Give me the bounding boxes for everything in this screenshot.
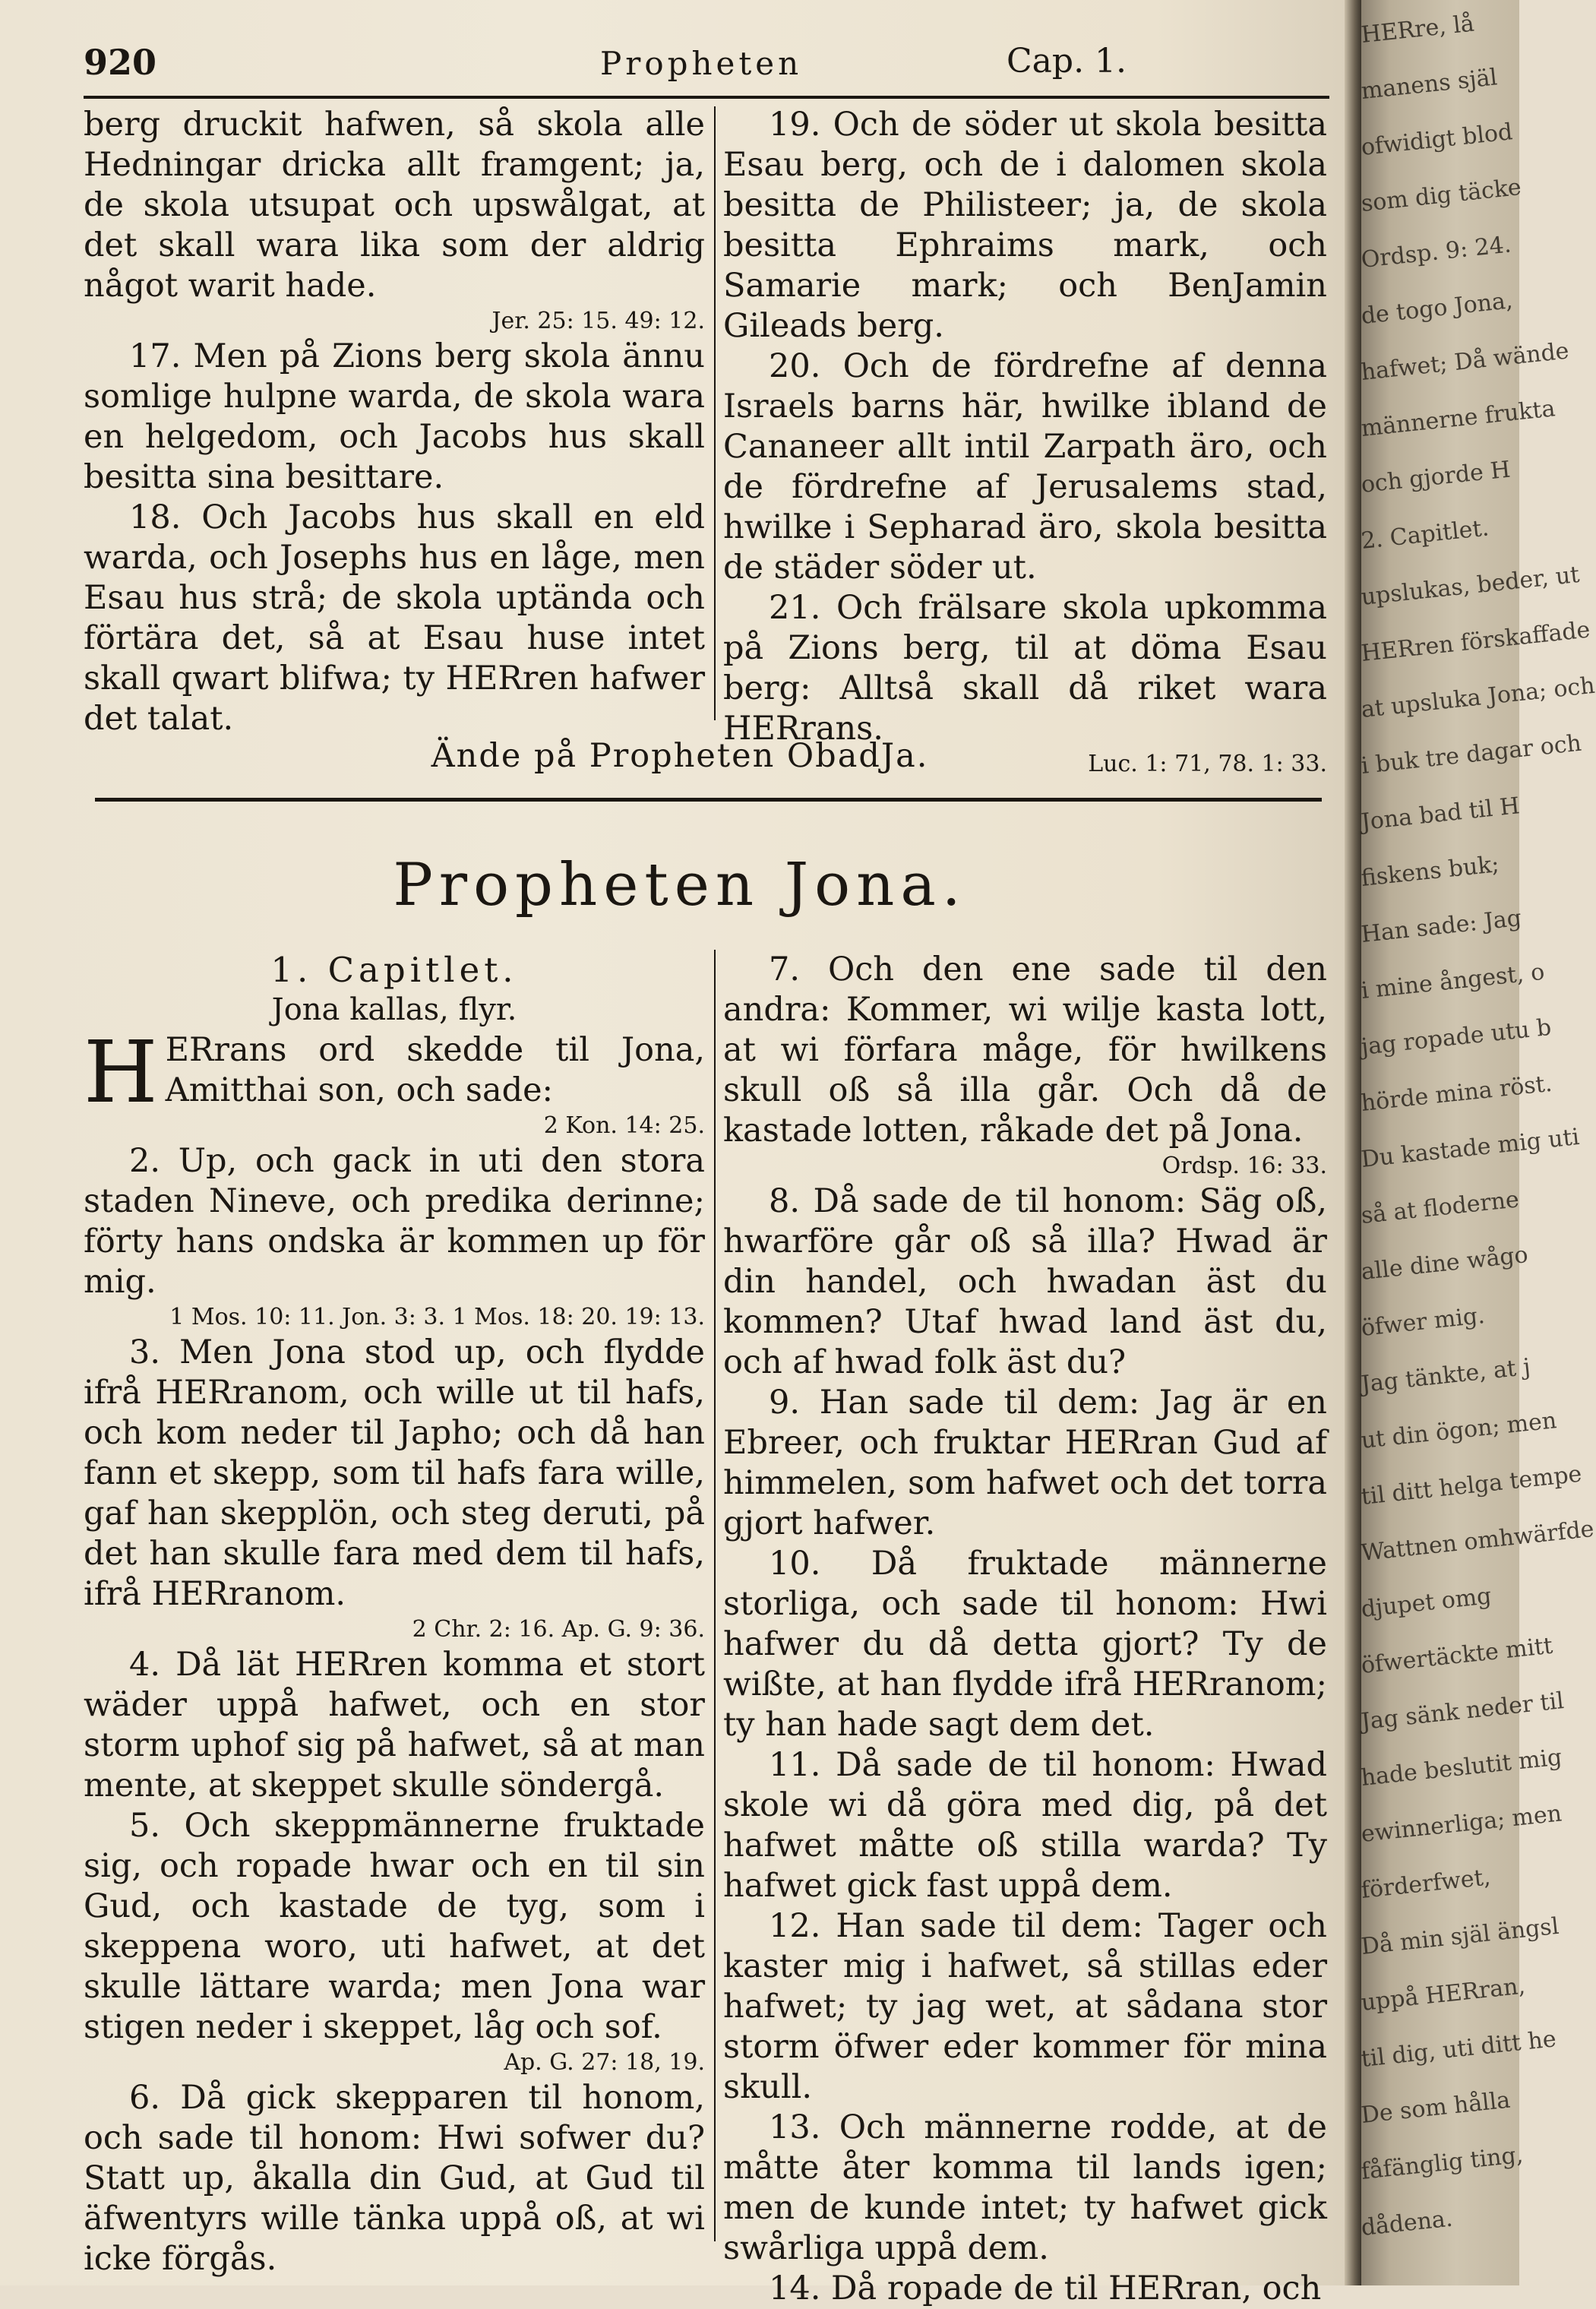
- verse-paragraph: 9. Han sade til dem: Jag är en Ebreer, och fruktar HERran Gud af himmelen, som hafwet och det torra gjort hafwer.: [723, 1384, 1327, 1542]
- verse-paragraph: 5. Och skeppmännerne fruktade sig, och ropade hwar och en til sin Gud, och kastade de tyg, som i skeppena woro, uti hafwet, at det skulle lättare warda; men Jona war stigen neder i skeppet, låg och sof.: [84, 1807, 705, 2046]
- obadiah-right-column: [723, 105, 1327, 777]
- running-title: Propheten: [600, 45, 803, 82]
- facing-page-fragment: djupet omg: [1360, 1583, 1493, 1623]
- verse-paragraph: 6. Då gick skepparen til honom, och sade til honom: Hwi sofwer du? Statt up, åkalla din Gud, at Gud til äfwentyrs wille tänka uppå oß, at wi icke förgås.: [84, 2079, 705, 2278]
- jona-right-column: [723, 950, 1327, 2307]
- facing-page-fragment: Jona bad til H: [1360, 792, 1522, 836]
- verse-paragraph: berg druckit hafwen, så skola alle Hedningar dricka allt framgent; ja, de skola utsupat och upswålgat, at det skall wara lika som der aldrig något warit hade.: [84, 106, 705, 305]
- facing-page-fragment: förderfwet,: [1360, 1864, 1492, 1904]
- verse-paragraph: 10. Då fruktade männerne storliga, och sade til honom: Hwi hafwer du då detta gjort? Ty de wißte, at han flydde ifrå HERranom; ty han hade sagt dem det.: [723, 1545, 1327, 1744]
- facing-page-fragment: öfwer mig.: [1360, 1302, 1487, 1342]
- facing-page-fragment: jag ropade utu b: [1360, 1014, 1553, 1061]
- facing-page-fragment: männerne frukta: [1360, 395, 1556, 442]
- facing-page-fragment: öfwertäckte mitt: [1360, 1632, 1554, 1679]
- cross-reference: Luc. 1: 71, 78. 1: 33.: [1088, 751, 1327, 777]
- column-divider-bottom: [714, 950, 716, 2241]
- drop-capital: H: [84, 1023, 158, 1122]
- section-rule: [95, 798, 1322, 802]
- facing-page-fragment: Ordsp. 9: 24.: [1360, 231, 1512, 274]
- cross-reference: Jer. 25: 15. 49: 12.: [491, 308, 705, 334]
- facing-page-fragment: ofwidigt blod: [1360, 119, 1514, 161]
- verse-paragraph: 21. Och frälsare skola upkomma på Zions berg, til at döma Esau berg: Alltså skall då riket wara HERrans.: [723, 589, 1327, 748]
- jona-left-verses: [84, 1023, 705, 2279]
- verse-paragraph: 17. Men på Zions berg skola ännu somlige hulpne warda, de skola wara en helgedom, och Jacobs hus skall besitta sina besittare.: [84, 337, 705, 496]
- running-chapter: Cap. 1.: [1007, 42, 1127, 81]
- cross-reference: 2 Chr. 2: 16. Ap. G. 9: 36.: [412, 1616, 705, 1643]
- jona-left-column: [84, 950, 705, 2278]
- facing-page-fragment: ut din ögon; men: [1360, 1407, 1558, 1454]
- verse-paragraph: 18. Och Jacobs hus skall en eld warda, och Josephs hus en låge, men Esau hus strå; de skola uptända och förtära det, så at Esau huse intet skall qwart blifwa; ty HERren hafwer det talat.: [84, 498, 705, 738]
- verse-paragraph: 7. Och den ene sade til den andra: Kommer, wi wilje kasta lott, at wi förfara måge, för hwilkens skull oß så illa går. Och då de kastade lotten, råkade det på Jona.: [723, 950, 1327, 1150]
- facing-page-fragment: HERre, lå: [1360, 10, 1476, 49]
- facing-page-fragment: i mine ångest, o: [1360, 958, 1546, 1004]
- chapter-heading: 1. Capitlet.: [270, 950, 518, 990]
- page-header: [84, 42, 1329, 87]
- facing-page-fragment: och gjorde H: [1360, 456, 1512, 498]
- chapter-summary: Jona kallas, flyr.: [271, 992, 517, 1027]
- facing-page-fragment: HERren förskaffade: [1360, 616, 1591, 667]
- facing-page-fragment: 2. Capitlet.: [1360, 514, 1490, 555]
- facing-page-fragment: uppå HERran,: [1360, 1972, 1527, 2016]
- cross-reference: 1 Mos. 10: 11. Jon. 3: 3. 1 Mos. 18: 20. 19: 13.: [169, 1304, 705, 1330]
- facing-page-fragment: manens själ: [1360, 64, 1499, 105]
- verse-paragraph: [84, 1023, 705, 1122]
- facing-page-fragment: som dig täcke: [1360, 173, 1523, 217]
- facing-page-fragment: hörde mina röst.: [1360, 1070, 1553, 1117]
- facing-page-fragment: Wattnen omhwärfde: [1360, 1515, 1596, 1567]
- header-rule: [84, 96, 1329, 99]
- facing-page-fragment: at upsluka Jona; och: [1360, 672, 1596, 723]
- facing-page-fragment: Jag sänk neder til: [1360, 1687, 1566, 1735]
- verse-paragraph: 8. Då sade de til honom: Säg oß, hwarföre går oß så illa? Hwad är din handel, och hwadan äst du kommen? Utaf hwad land äst du, och af hwad folk äst du?: [723, 1182, 1327, 1381]
- facing-page-fragment: upslukas, beder, ut: [1360, 561, 1581, 611]
- page-number: 920: [84, 42, 157, 83]
- verse-text: ERrans ord skedde til Jona, Amitthai son, och sade:: [165, 1031, 705, 1109]
- facing-page-fragment: til dig, uti ditt he: [1360, 2026, 1558, 2073]
- facing-page-fragment: så at floderne: [1360, 1186, 1521, 1229]
- facing-page-fragment: Jag tänkte, at j: [1360, 1353, 1532, 1398]
- verse-paragraph: 14. Då ropade de til HERran, och: [769, 2269, 1322, 2307]
- verse-paragraph: 11. Då sade de til honom: Hwad skole wi då göra med dig, på det hafwet måtte oß stilla warda? Ty hafwet gick fast uppå dem.: [723, 1746, 1327, 1905]
- book-end-note: Ände på Propheten ObadJa.: [431, 737, 929, 775]
- obadiah-left-column: [84, 105, 705, 738]
- column-divider-top: [714, 106, 716, 720]
- facing-page-fragment: alle dine wågo: [1360, 1241, 1530, 1286]
- verse-paragraph: 12. Han sade til dem: Tager och kaster mig i hafwet, så stillas eder hafwet; ty jag wet, at sådana stor storm öfwer eder kommer för mina skull.: [723, 1907, 1327, 2106]
- book-title: Propheten Jona.: [393, 851, 967, 919]
- facing-page-fragment: de togo Jona,: [1360, 287, 1514, 330]
- facing-page-fragment: Han sade: Jag: [1360, 904, 1523, 948]
- facing-page-fragment: i buk tre dagar och: [1360, 729, 1583, 780]
- facing-page-fragment: De som hålla: [1360, 2086, 1512, 2129]
- verse-paragraph: 2. Up, och gack in uti den stora staden Nineve, och predika derinne; förty hans ondska är kommen up för mig.: [84, 1142, 705, 1301]
- facing-page-fragment: hafwet; Då wände: [1360, 337, 1571, 386]
- verse-paragraph: 19. Och de söder ut skola besitta Esau berg, och de i dalomen skola besitta de Philisteer; ja, de skola besitta Ephraims mark, och Samarie mark; och BenJamin Gileads berg.: [723, 106, 1327, 345]
- cross-reference: Ap. G. 27: 18, 19.: [504, 2049, 705, 2076]
- verse-paragraph: 4. Då lät HERren komma et stort wäder uppå hafwet, och en stor storm uphof sig på hafwet, så at man mente, at skeppet skulle söndergå.: [84, 1646, 705, 1804]
- facing-page-fragment: ewinnerliga; men: [1360, 1800, 1563, 1848]
- cross-reference: 2 Kon. 14: 25.: [543, 1112, 705, 1139]
- facing-page-fragment: Du kastade mig uti: [1360, 1123, 1581, 1173]
- facing-page-fragment: til ditt helga tempe: [1360, 1460, 1583, 1510]
- facing-page-fragment: fiskens buk;: [1360, 851, 1501, 892]
- facing-page-fragment: fåfänglig ting,: [1360, 2141, 1525, 2185]
- facing-page-fragment: Då min själ ängsl: [1360, 1912, 1560, 1960]
- verse-paragraph: 3. Men Jona stod up, och flydde ifrå HERranom, och wille ut til hafs, och kom neder til Japho; och då han fann et skepp, som til hafs fara wille, gaf han skepplön, och steg deruti, på det han skulle fara med dem til hafs, ifrå HERranom.: [84, 1333, 705, 1613]
- facing-page-fragment: hade beslutit mig: [1360, 1744, 1563, 1792]
- verse-paragraph: 20. Och de fördrefne af denna Israels barns här, hwilke ibland de Cananeer allt intil Zarpath äro, och de fördrefne af Jerusalems stad, hwilke i Sepharad äro, skola besitta de städer söder ut.: [723, 347, 1327, 587]
- facing-page-edge: [1360, 0, 1596, 2285]
- book-gutter: [1345, 0, 1361, 2285]
- cross-reference: Ordsp. 16: 33.: [1161, 1153, 1327, 1179]
- facing-page-fragment: dådena.: [1360, 2205, 1454, 2241]
- verse-paragraph: 13. Och männerne rodde, at de måtte åter komma til lands igen; men de kunde intet; ty hafwet gick swårliga uppå dem.: [723, 2108, 1327, 2267]
